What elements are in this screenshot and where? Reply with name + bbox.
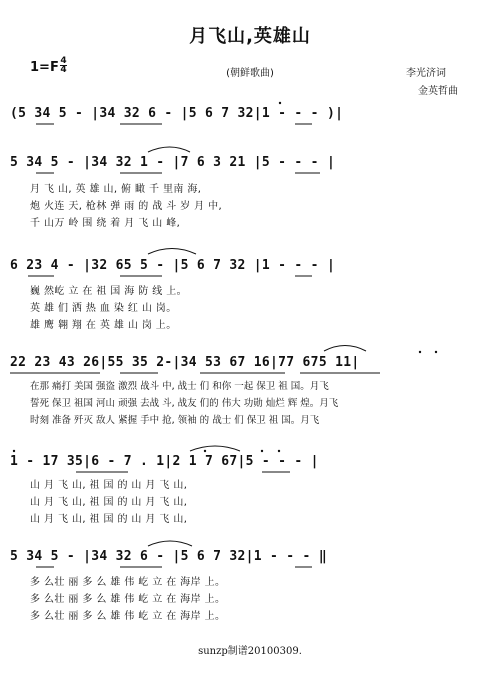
notation-line-6: 5 34 5 - |34 32 6 - |5 6 7 32|1 - - - ‖ <box>10 549 327 564</box>
notation-line-5: 1 - 17 35|6 - 7 . 1|2 1 7 67|5 - - - | <box>10 454 319 469</box>
song-title: 月飞山,英雄山 <box>189 26 311 47</box>
octave-dot <box>435 351 437 353</box>
song-subtitle: (朝鲜歌曲) <box>226 68 274 79</box>
footer-credit: sunzp制谱20100309. <box>198 646 302 657</box>
time-signature-bottom: 4 <box>60 65 67 75</box>
octave-dot <box>419 351 421 353</box>
lyric-line-5-verse-3: 山 月 飞 山, 祖 国 的 山 月 飞 山, <box>30 514 188 525</box>
slur-mark <box>148 147 190 152</box>
lyric-line-2-verse-1: 月 飞 山, 英 雄 山, 俯 瞰 千 里南 海, <box>30 184 202 195</box>
slur-mark <box>324 346 366 352</box>
notation-line-2: 5 34 5 - |34 32 1 - |7 6 3 21 |5 - - - | <box>10 155 336 170</box>
slur-mark <box>148 249 196 255</box>
octave-dot <box>13 450 15 452</box>
lyric-line-6-verse-1: 多 么壮 丽 多 么 雄 伟 屹 立 在 海岸 上。 <box>30 577 226 588</box>
slur-mark <box>148 541 192 546</box>
time-signature-top: 4 <box>60 56 67 66</box>
lyric-line-3-verse-3: 雄 鹰 翱 翔 在 英 雄 山 岗 上。 <box>30 320 177 331</box>
lyricist-credit: 李光济词 <box>406 68 446 79</box>
lyric-line-6-verse-3: 多 么壮 丽 多 么 雄 伟 屹 立 在 海岸 上。 <box>30 611 226 622</box>
octave-dot <box>204 450 206 452</box>
lyric-line-3-verse-1: 巍 然屹 立 在 祖 国 海 防 线 上。 <box>30 286 188 297</box>
lyric-line-5-verse-2: 山 月 飞 山, 祖 国 的 山 月 飞 山, <box>30 497 188 508</box>
lyric-line-6-verse-2: 多 么壮 丽 多 么 雄 伟 屹 立 在 海岸 上。 <box>30 594 226 605</box>
lyric-line-2-verse-2: 炮 火连 天, 枪林 弹 雨 的 战 斗 岁 月 中, <box>30 201 223 212</box>
slur-mark <box>190 446 240 451</box>
notation-line-1: (5 34 5 - |34 32 6 - |5 6 7 32|1 - - - )| <box>10 106 344 121</box>
lyric-line-2-verse-3: 千 山万 岭 围 绕 着 月 飞 山 峰, <box>30 218 181 229</box>
composer-credit: 金英哲曲 <box>418 86 458 97</box>
lyric-line-5-verse-1: 山 月 飞 山, 祖 国 的 山 月 飞 山, <box>30 480 188 491</box>
octave-dot <box>261 450 263 452</box>
lyric-line-3-verse-2: 英 雄 们 洒 热 血 染 红 山 岗。 <box>30 303 177 314</box>
lyric-line-4-verse-1: 在那 痛打 美国 强盗 激烈 战斗 中, 战士 们 和你 一起 保卫 祖 国。月飞 <box>30 381 329 392</box>
lyric-line-4-verse-3: 时刻 准备 歼灭 敌人 紧握 手中 抢, 领袖 的 战士 们 保卫 祖 国。月飞 <box>30 415 320 426</box>
notation-line-4: 22 23 43 26|55 35 2-|34 53 67 16|77 675 11| <box>10 355 360 370</box>
lyric-line-4-verse-2: 誓死 保卫 祖国 河山 顽强 去战 斗, 战友 们的 伟大 功勋 灿烂 辉 煌。月飞 <box>30 398 339 409</box>
key-signature: 1=F <box>30 60 59 75</box>
octave-dot <box>279 102 281 104</box>
notation-line-3: 6 23 4 - |32 65 5 - |5 6 7 32 |1 - - - | <box>10 258 336 273</box>
octave-dot <box>278 450 280 452</box>
